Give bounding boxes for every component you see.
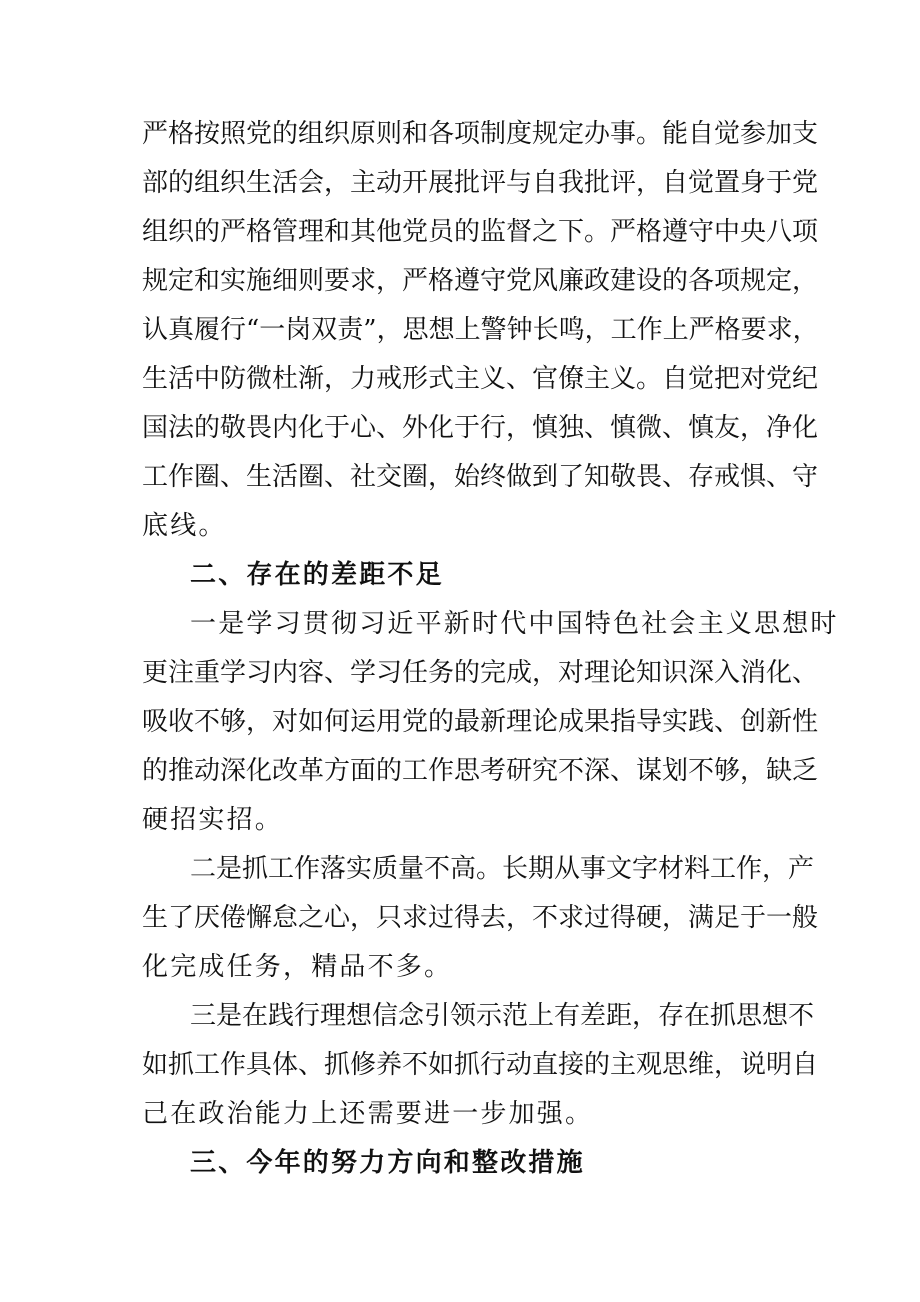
text-line: 一是学习贯彻习近平新时代中国特色社会主义思想时 xyxy=(190,609,839,639)
paragraph xyxy=(142,992,819,1139)
text-line: 部的组织生活会，主动开展批评与自我批评，自觉置身于党 xyxy=(142,168,819,198)
heading-text: 三、今年的努力方向和整改措施 xyxy=(190,1148,585,1178)
text-line: 规定和实施细则要求，严格遵守党风廉政建设的各项规定， xyxy=(142,266,819,296)
text-line: 己在政治能力上还需要进一步加强。 xyxy=(142,1099,594,1129)
paragraph xyxy=(142,110,819,551)
text-line: 的推动深化改革方面的工作思考研究不深、谋划不够，缺乏 xyxy=(142,756,819,786)
document-body xyxy=(142,110,839,1188)
text-line: 二是抓工作落实质量不高。长期从事文字材料工作，产 xyxy=(190,854,815,884)
paragraph xyxy=(142,845,819,992)
heading-text: 二、存在的差距不足 xyxy=(190,560,444,590)
section-heading xyxy=(142,1139,802,1188)
text-line: 吸收不够，对如何运用党的最新理论成果指导实践、创新性 xyxy=(142,707,819,737)
text-line: 国法的敬畏内化于心、外化于行，慎独、慎微、慎友，净化 xyxy=(142,413,819,443)
text-line: 严格按照党的组织原则和各项制度规定办事。能自觉参加支 xyxy=(142,119,819,149)
text-line: 生了厌倦懈怠之心，只求过得去，不求过得硬，满足于一般 xyxy=(142,903,819,933)
text-line: 工作圈、生活圈、社交圈，始终做到了知敬畏、存戒惧、守 xyxy=(142,462,819,492)
text-line: 组织的严格管理和其他党员的监督之下。严格遵守中央八项 xyxy=(142,217,819,247)
text-line: 三是在践行理想信念引领示范上有差距，存在抓思想不 xyxy=(190,1001,815,1031)
text-line: 硬招实招。 xyxy=(142,805,284,835)
text-line: 化完成任务，精品不多。 xyxy=(142,952,453,982)
text-line: 生活中防微杜渐，力戒形式主义、官僚主义。自觉把对党纪 xyxy=(142,364,819,394)
text-line: 更注重学习内容、学习任务的完成，对理论知识深入消化、 xyxy=(142,658,819,688)
paragraph xyxy=(142,600,839,845)
text-line: 认真履行“一岗双责”，思想上警钟长鸣，工作上严格要求， xyxy=(142,315,819,345)
text-line: 如抓工作具体、抓修养不如抓行动直接的主观思维，说明自 xyxy=(142,1050,819,1080)
section-heading xyxy=(142,551,802,600)
text-line: 底线。 xyxy=(142,511,227,541)
